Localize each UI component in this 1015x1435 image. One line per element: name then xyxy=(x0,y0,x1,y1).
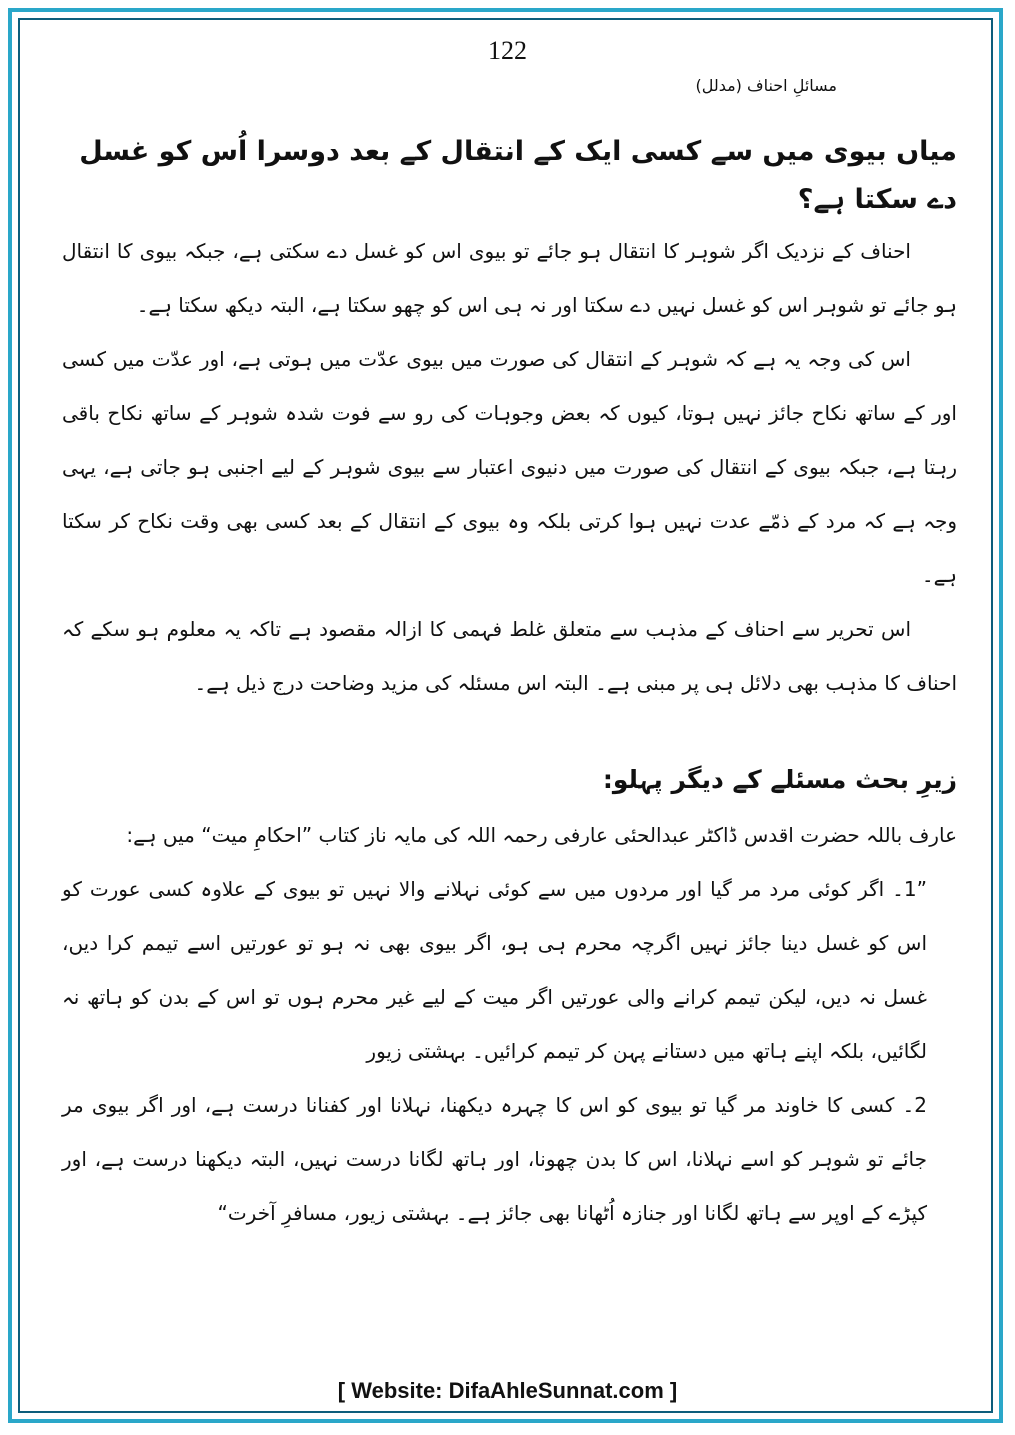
section-heading-other-aspects: زیرِ بحث مسئلے کے دیگر پہلو: xyxy=(602,765,957,794)
running-header: مسائلِ احناف (مدلل) xyxy=(695,76,837,95)
quote-item-1: ”1۔ اگر کوئی مرد مر گیا اور مردوں میں سے کوئی نہلانے والا نہیں تو بیوی کے علاوہ کسی عورت کو اس کو غسل دینا جائز نہیں اگرچہ محرم ہی ہو، اگر بیوی بھی نہ ہو تو عورتیں اسے تیمم کرا دیں، غسل نہ دیں، لیکن تیمم کرانے والی عورتیں اگر میت کے لیے غیر محرم ہوں تو اس کے بدن کو ہاتھ نہ لگائیں، بلکہ اپنے ہاتھ میں دستانے پہن کر تیمم کرائیں۔ بہشتی زیور xyxy=(62,877,927,1063)
paragraph-3: اس تحریر سے احناف کے مذہب سے متعلق غلط فہمی کا ازالہ مقصود ہے تاکہ یہ معلوم ہو سکے کہ احناف کا مذہب بھی دلائل ہی پر مبنی ہے۔ البتہ اس مسئلہ کی مزید وضاحت درج ذیل ہے۔ xyxy=(62,617,957,695)
section-heading-ghusl: میاں بیوی میں سے کسی ایک کے انتقال کے بعد دوسرا اُس کو غسل دے سکتا ہے؟ xyxy=(79,136,957,215)
quote-intro: عارف باللہ حضرت اقدس ڈاکٹر عبدالحئی عارفی رحمہ اللہ کی مایہ ناز کتاب ”احکامِ میت“ میں ہے: xyxy=(126,823,957,847)
quote-item-2: 2۔ کسی کا خاوند مر گیا تو بیوی کو اس کا چہرہ دیکھنا، نہلانا اور کفنانا درست ہے، اور اگر بیوی مر جائے تو شوہر کو اسے نہلانا، اس کا بدن چھونا، اور ہاتھ لگانا درست نہیں، البتہ دیکھنا درست ہے، اور کپڑے کے اوپر سے ہاتھ لگانا اور جنازہ اُٹھانا بھی جائز ہے۔ بہشتی زیور، مسافرِ آخرت“ xyxy=(62,1093,927,1225)
page-content xyxy=(62,128,957,1240)
paragraph-1: احناف کے نزدیک اگر شوہر کا انتقال ہو جائے تو بیوی اس کو غسل دے سکتی ہے، جبکہ بیوی کا انتقال ہو جائے تو شوہر اس کو غسل نہیں دے سکتا اور نہ ہی اس کو چھو سکتا ہے، البتہ دیکھ سکتا ہے۔ xyxy=(62,239,957,317)
page-number: 122 xyxy=(488,36,527,65)
website-footer: [ Website: DifaAhleSunnat.com ] xyxy=(337,1378,678,1403)
paragraph-2: اس کی وجہ یہ ہے کہ شوہر کے انتقال کی صورت میں بیوی عدّت میں ہوتی ہے، اور عدّت میں کسی اور کے ساتھ نکاح جائز نہیں ہوتا، کیوں کہ بعض وجوہات کی رو سے فوت شدہ شوہر کے ساتھ نکاح باقی رہتا ہے، جبکہ بیوی کے انتقال کی صورت میں دنیوی اعتبار سے بیوی شوہر کے لیے اجنبی ہو جاتی ہے، یہی وجہ ہے کہ مرد کے ذمّے عدت نہیں ہوا کرتی بلکہ وہ بیوی کے انتقال کے بعد کسی بھی وقت نکاح کر سکتا ہے۔ xyxy=(62,347,957,587)
